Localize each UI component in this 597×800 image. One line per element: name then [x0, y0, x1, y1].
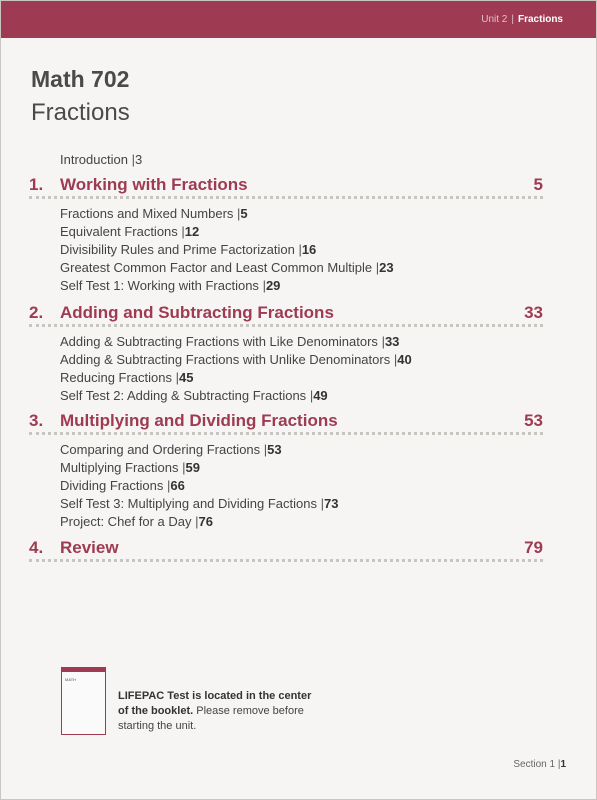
lesson-page: 23	[379, 260, 394, 275]
booklet-icon-tag: MATH	[65, 677, 77, 682]
booklet-strip	[62, 668, 105, 672]
lesson-item[interactable]	[60, 333, 412, 351]
lesson-label: Fractions and Mixed Numbers	[60, 206, 234, 221]
lesson-item[interactable]	[60, 223, 394, 241]
unit-title: Fractions	[31, 99, 130, 126]
lesson-sep: |	[181, 224, 185, 239]
lesson-sep: |	[182, 460, 186, 475]
lesson-item[interactable]	[60, 513, 338, 531]
lesson-item[interactable]	[60, 369, 412, 387]
lesson-page: 73	[324, 496, 339, 511]
section-title: Working with Fractions	[60, 175, 248, 194]
lesson-sep: |	[195, 514, 199, 529]
lesson-label: Reducing Fractions	[60, 370, 172, 385]
lesson-list	[60, 205, 394, 295]
lesson-item[interactable]	[60, 441, 338, 459]
lesson-label: Comparing and Ordering Fractions	[60, 442, 261, 457]
section-number: 2.	[29, 303, 44, 322]
lesson-label: Self Test 1: Working with Fractions	[60, 278, 259, 293]
footer-page: 1	[560, 759, 566, 770]
lesson-item[interactable]	[60, 387, 412, 405]
toc-intro-sep: |	[131, 152, 135, 167]
section-heading[interactable]	[29, 303, 543, 327]
lesson-page: 49	[313, 388, 328, 403]
lesson-sep: |	[263, 442, 268, 457]
section-heading[interactable]	[29, 538, 543, 562]
lesson-page: 66	[170, 478, 185, 493]
lesson-page: 29	[265, 278, 281, 293]
section-heading[interactable]	[29, 411, 543, 435]
lifepac-note-bold: LIFEPAC Test is located in the center of the booklet.	[118, 690, 312, 717]
lesson-label: Self Test 2: Adding & Subtracting Fractions	[60, 388, 307, 403]
lesson-item[interactable]	[60, 351, 412, 369]
lesson-label: Project: Chef for a Day	[60, 514, 192, 529]
section-title: Multiplying and Dividing Fractions	[60, 411, 338, 430]
section-number: 3.	[29, 411, 44, 430]
lesson-page: 59	[185, 460, 200, 475]
lesson-item[interactable]	[60, 495, 338, 513]
lesson-item[interactable]	[60, 205, 394, 223]
header-separator: |	[511, 13, 514, 25]
section-title: Adding and Subtracting Fractions	[60, 303, 334, 322]
lifepac-booklet-icon	[61, 667, 106, 735]
lesson-sep: |	[237, 206, 241, 221]
section-heading[interactable]	[29, 175, 543, 199]
lesson-item[interactable]	[60, 241, 394, 259]
lifepac-note-rest: Please remove before starting the unit.	[118, 705, 304, 732]
section-number: 1.	[29, 175, 44, 194]
lesson-sep: |	[393, 352, 398, 367]
lesson-label: Divisibility Rules and Prime Factorization	[60, 242, 295, 257]
section-page: 79	[524, 538, 543, 557]
lifepac-test-note	[118, 689, 318, 734]
lesson-list	[60, 333, 412, 405]
header-unit: Unit 2	[481, 13, 508, 25]
lesson-sep: |	[309, 388, 314, 403]
lesson-label: Multiplying Fractions	[60, 460, 179, 475]
section-number: 4.	[29, 538, 44, 557]
lesson-list	[60, 441, 338, 531]
footer-label: Section 1	[513, 759, 556, 770]
lesson-sep: |	[375, 260, 380, 275]
lesson-item[interactable]	[60, 459, 338, 477]
lesson-label: Self Test 3: Multiplying and Dividing Factions	[60, 496, 317, 511]
lesson-sep: |	[166, 478, 171, 493]
toc-intro-page: 3	[134, 152, 143, 167]
lesson-item[interactable]	[60, 259, 394, 277]
section-title: Review	[60, 538, 119, 557]
section-page: 5	[533, 175, 543, 194]
header-topic: Fractions	[517, 13, 563, 25]
lesson-page: 45	[179, 370, 194, 385]
page-footer	[513, 759, 566, 770]
toc-intro-label: Introduction	[60, 152, 128, 167]
course-title: Math 702	[31, 66, 130, 92]
toc-intro[interactable]	[60, 152, 142, 167]
lesson-page: 33	[384, 334, 400, 349]
lesson-label: Adding & Subtracting Fractions with Like Denominators	[60, 334, 378, 349]
lesson-page: 16	[301, 242, 317, 257]
lesson-item[interactable]	[60, 277, 394, 295]
lesson-page: 5	[240, 206, 248, 221]
lesson-label: Equivalent Fractions	[60, 224, 178, 239]
section-page: 53	[524, 411, 543, 430]
lesson-page: 53	[267, 442, 282, 457]
lesson-sep: |	[320, 496, 325, 511]
lesson-item[interactable]	[60, 477, 338, 495]
lesson-sep: |	[262, 278, 266, 293]
lesson-page: 76	[198, 514, 213, 529]
header-bar	[0, 0, 597, 38]
lesson-label: Adding & Subtracting Fractions with Unlike Denominators	[60, 352, 391, 367]
section-page: 33	[524, 303, 543, 322]
lesson-sep: |	[175, 370, 180, 385]
lesson-page: 40	[397, 352, 412, 367]
lesson-label: Dividing Fractions	[60, 478, 164, 493]
lesson-page: 12	[184, 224, 200, 239]
lesson-sep: |	[298, 242, 302, 257]
footer-sep: |	[557, 759, 561, 770]
lesson-sep: |	[381, 334, 385, 349]
lesson-label: Greatest Common Factor and Least Common Multiple	[60, 260, 373, 275]
